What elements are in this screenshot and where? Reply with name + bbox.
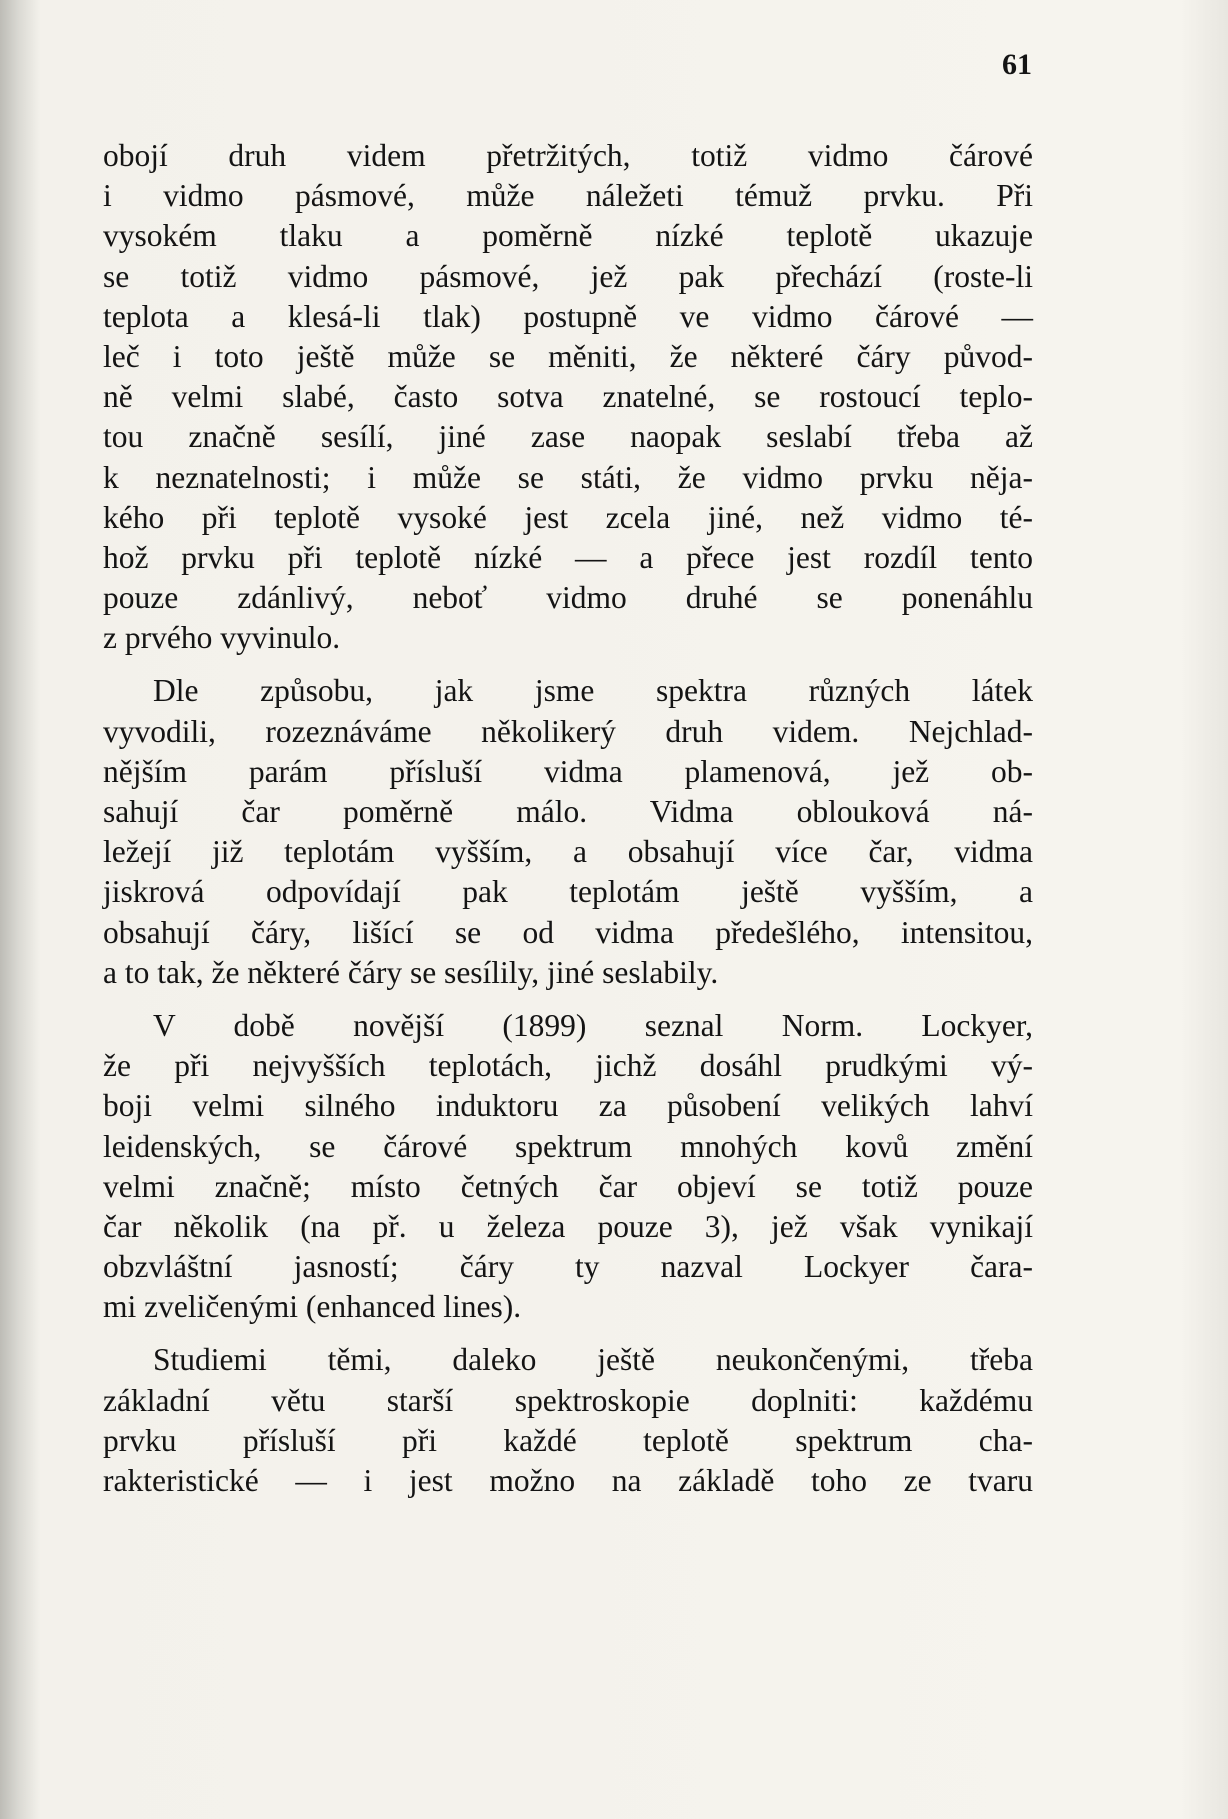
- paragraph-4: [103, 1340, 1033, 1501]
- paragraph-1: [103, 136, 1033, 658]
- text-line: jiskrová odpovídají pak teplotám ještě vyšším, a: [103, 874, 1033, 910]
- text-line: V době novější (1899) seznal Norm. Lockyer,: [153, 1007, 1033, 1043]
- page-text: [103, 136, 1033, 1501]
- text-line: z prvého vyvinulo.: [103, 620, 341, 656]
- text-line: leidenských, se čárové spektrum mnohých kovů změní: [103, 1128, 1033, 1164]
- text-line: teplota a klesá-li tlak) postupně ve vidmo čárové —: [103, 298, 1033, 334]
- page-number: 61: [1002, 48, 1032, 81]
- text-line: velmi značně; místo četných čar objeví se totiž pouze: [103, 1168, 1033, 1204]
- text-line: ně velmi slabé, často sotva znatelné, se rostoucí teplo-: [103, 379, 1033, 415]
- text-line: základní větu starší spektroskopie doplniti: každému: [103, 1382, 1033, 1418]
- text-line: obzvláštní jasností; čáry ty nazval Lockyer čara-: [103, 1249, 1033, 1285]
- text-line: leč i toto ještě může se měniti, že některé čáry původ-: [103, 338, 1033, 374]
- text-line: že při nejvyšších teplotách, jichž dosáhl prudkými vý-: [103, 1048, 1033, 1084]
- text-line: Studiemi těmi, daleko ještě neukončenými, třeba: [153, 1342, 1033, 1378]
- text-line: mi zveličenými (enhanced lines).: [103, 1289, 522, 1325]
- text-line: tou značně sesílí, jiné zase naopak seslabí třeba až: [103, 419, 1033, 455]
- text-line: prvku přísluší při každé teplotě spektrum cha-: [103, 1422, 1033, 1458]
- text-line: i vidmo pásmové, může náležeti témuž prvku. Při: [103, 178, 1033, 214]
- text-line: ležejí již teplotám vyšším, a obsahují více čar, vidma: [103, 834, 1033, 870]
- text-line: Dle způsobu, jak jsme spektra různých látek: [153, 673, 1033, 709]
- text-line: sahují čar poměrně málo. Vidma oblouková ná-: [103, 794, 1033, 829]
- paragraph-3: [103, 1006, 1033, 1328]
- text-line: obojí druh videm přetržitých, totiž vidmo čárové: [103, 138, 1033, 173]
- text-line: obsahují čáry, lišící se od vidma předešlého, intensitou,: [103, 914, 1033, 950]
- text-line: kého při teplotě vysoké jest zcela jiné, než vidmo té-: [103, 499, 1033, 535]
- text-line: se totiž vidmo pásmové, jež pak přechází (roste-li: [103, 258, 1033, 294]
- text-line: a to tak, že některé čáry se sesílily, jiné seslabily.: [103, 954, 719, 990]
- paragraph-2: [103, 671, 1033, 993]
- text-line: pouze zdánlivý, neboť vidmo druhé se ponenáhlu: [103, 580, 1033, 616]
- text-line: čar několik (na př. u železa pouze 3), jež však vynikají: [103, 1208, 1033, 1244]
- text-line: hož prvku při teplotě nízké — a přece jest rozdíl tento: [103, 539, 1033, 575]
- text-line: rakteristické — i jest možno na základě toho ze tvaru: [103, 1463, 1033, 1498]
- text-line: vyvodili, rozeznáváme několikerý druh videm. Nejchlad-: [103, 713, 1033, 749]
- text-line: boji velmi silného induktoru za působení velikých lahví: [103, 1088, 1033, 1124]
- text-line: nějším parám přísluší vidma plamenová, jež ob-: [103, 753, 1033, 789]
- text-line: k neznatelnosti; i může se státi, že vidmo prvku něja-: [103, 459, 1033, 495]
- text-line: vysokém tlaku a poměrně nízké teplotě ukazuje: [103, 218, 1033, 254]
